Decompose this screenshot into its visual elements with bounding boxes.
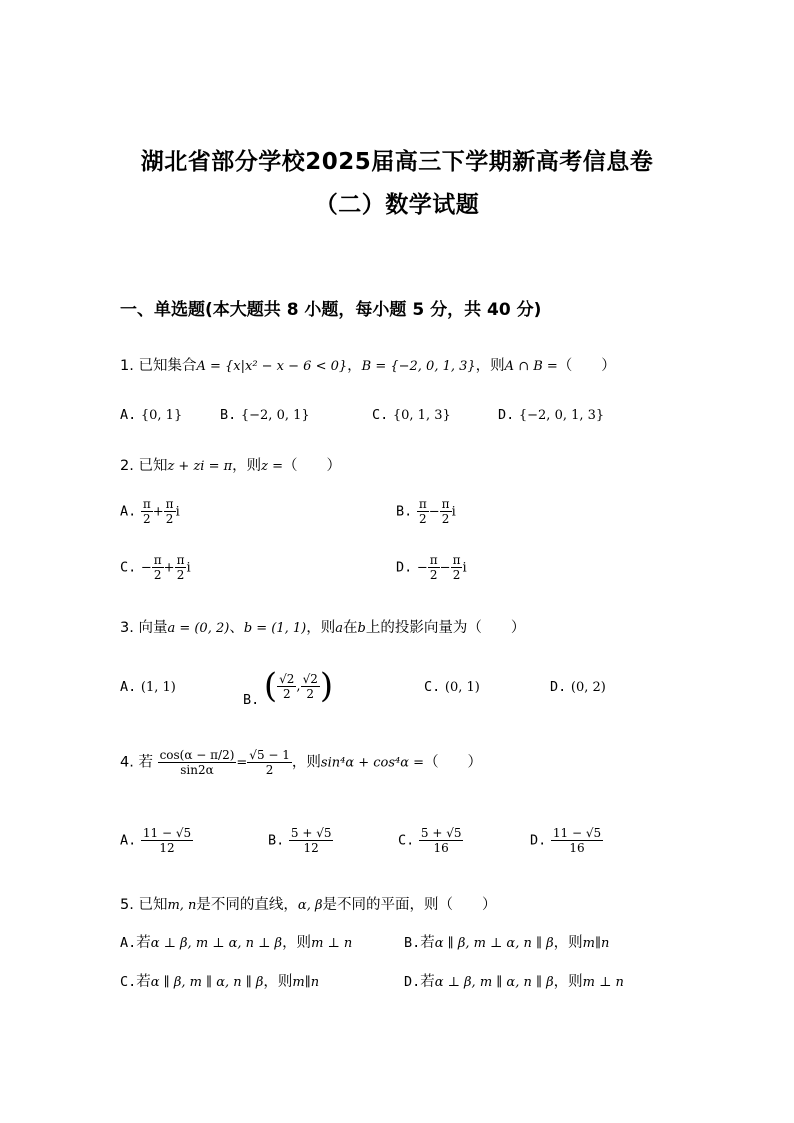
option-label: B. <box>220 407 237 423</box>
question-text: ，则 <box>291 754 321 771</box>
question-text: ，则 <box>475 358 505 374</box>
imaginary-unit: i <box>462 560 467 576</box>
fraction: $\frac{\pi}{2}$ <box>441 497 450 526</box>
option-b <box>220 407 310 423</box>
condition: α ⊥ β, m ⊥ α, n ⊥ β <box>150 936 283 951</box>
option-d <box>404 970 624 991</box>
fraction: $\frac{\pi}{2}$ <box>429 553 438 582</box>
punctuation: 、 <box>229 620 244 636</box>
imaginary-unit: i <box>451 504 456 520</box>
fraction-lhs: $\frac{\cos(\alpha - \pi/2)}{\sin 2\alpha}$ <box>159 748 235 777</box>
fraction: $\frac{\pi}{2}$ <box>418 497 427 526</box>
option-a <box>120 497 180 526</box>
question-2 <box>120 454 341 475</box>
option-label: A. <box>120 832 137 849</box>
option-d <box>396 553 467 582</box>
answer-blank: （ ） <box>557 358 616 374</box>
option-text: ，则 <box>282 935 312 951</box>
operator: − <box>439 560 451 576</box>
operator: − <box>416 560 428 576</box>
option-text: ，则 <box>553 935 583 951</box>
option-c <box>372 407 451 423</box>
question-number: 1. <box>120 358 134 374</box>
vector-b-ref: b <box>357 621 366 636</box>
question-text: ，则 <box>232 458 262 474</box>
option-b <box>243 666 333 708</box>
fraction: $\frac{\pi}{2}$ <box>176 553 185 582</box>
option-a <box>120 407 182 423</box>
imaginary-unit: i <box>175 504 180 520</box>
imaginary-unit: i <box>186 560 191 576</box>
math-expression: sin⁴α + cos⁴α = <box>320 755 425 771</box>
option-label: D. <box>396 559 413 576</box>
answer-blank: （ ） <box>283 458 342 474</box>
equals-sign: = <box>236 755 248 771</box>
question-text: ，则 <box>306 620 336 636</box>
option-b <box>268 826 333 855</box>
question-text: 已知 <box>138 897 168 913</box>
question-text: 上的投影向量为（ ） <box>365 620 526 636</box>
option-a <box>120 931 352 952</box>
option-value: {0, 1, 3} <box>392 408 451 423</box>
option-label: B. <box>396 503 413 520</box>
option-text: 若 <box>420 935 435 951</box>
result: m ⊥ n <box>582 975 624 990</box>
option-text: 若 <box>136 935 151 951</box>
option-text: ，则 <box>263 974 293 990</box>
operator: − <box>428 504 440 520</box>
option-d <box>550 679 606 695</box>
vector-b: b = (1, 1) <box>243 621 307 636</box>
question-text: 是不同的平面，则（ ） <box>322 897 497 913</box>
option-text: 若 <box>136 974 151 990</box>
option-label: A. <box>120 679 137 695</box>
question-number: 2. <box>120 458 134 474</box>
option-value: (0, 2) <box>570 680 606 695</box>
option-c <box>120 553 191 582</box>
question-1 <box>120 354 616 375</box>
option-text: ，则 <box>553 974 583 990</box>
option-label: C. <box>120 974 137 990</box>
result: m∥n <box>292 975 320 990</box>
question-text: 向量 <box>138 620 168 636</box>
option-label: C. <box>398 832 415 849</box>
fraction: $\frac{5 + √5}{12}$ <box>290 826 332 855</box>
option-label: C. <box>120 559 137 576</box>
fraction: $\frac{\pi}{2}$ <box>452 553 461 582</box>
option-label: A. <box>120 407 137 423</box>
question-4 <box>120 748 482 777</box>
vector-a: a = (0, 2) <box>167 621 230 636</box>
answer-blank: （ ） <box>424 754 483 771</box>
option-c <box>424 679 480 695</box>
fraction: $\frac{√2}{2}$ <box>279 671 295 701</box>
option-label: A. <box>120 503 137 520</box>
math-equation: z + zi = π <box>167 459 233 474</box>
condition: α ∥ β, m ∥ α, n ∥ β <box>150 975 264 990</box>
option-value: {0, 1} <box>140 408 183 423</box>
fraction: $\frac{\pi}{2}$ <box>142 497 151 526</box>
question-text: 已知集合 <box>138 358 197 374</box>
option-text: 若 <box>420 974 435 990</box>
right-paren: ) <box>319 666 334 706</box>
option-b <box>396 497 456 526</box>
vector-a-ref: a <box>335 621 344 636</box>
option-label: B. <box>268 832 285 849</box>
condition: α ∥ β, m ⊥ α, n ∥ β <box>434 936 554 951</box>
option-value: {−2, 0, 1} <box>240 408 310 423</box>
operator: − <box>140 560 152 576</box>
question-5 <box>120 893 496 914</box>
option-label: D. <box>498 407 515 423</box>
question-number: 5. <box>120 897 134 913</box>
option-label: D. <box>530 832 547 849</box>
question-3 <box>120 616 525 637</box>
question-number: 3. <box>120 620 134 636</box>
operator: + <box>152 504 164 520</box>
option-label: C. <box>424 679 441 695</box>
fraction: $\frac{\pi}{2}$ <box>165 497 174 526</box>
math-expression: z = <box>261 459 284 474</box>
fraction: $\frac{5 + √5}{16}$ <box>420 826 462 855</box>
option-label: A. <box>120 935 137 951</box>
section-heading: 一、单选题(本大题共 8 小题，每小题 5 分，共 40 分) <box>120 300 542 320</box>
left-paren: ( <box>263 666 278 706</box>
option-label: C. <box>372 407 389 423</box>
math-set-b: B = {−2, 0, 1, 3} <box>361 359 476 374</box>
question-text: 若 <box>138 754 153 771</box>
math-set-a: A = {x|x² − x − 6 < 0} <box>196 359 348 374</box>
page-title: 湖北省部分学校2025届高三下学期新高考信息卷 <box>140 149 654 175</box>
result: m ⊥ n <box>311 936 353 951</box>
option-label: B. <box>404 935 421 951</box>
option-value: (0, 1) <box>444 680 480 695</box>
option-d <box>530 826 603 855</box>
question-text: 已知 <box>138 458 168 474</box>
option-a <box>120 826 193 855</box>
option-c <box>120 970 319 991</box>
page-subtitle: （二）数学试题 <box>314 192 480 218</box>
option-label: D. <box>550 679 567 695</box>
operator: + <box>163 560 175 576</box>
option-d <box>498 407 604 423</box>
result: m∥n <box>582 936 610 951</box>
question-number: 4. <box>120 754 134 771</box>
question-text: 在 <box>343 620 358 636</box>
condition: α ⊥ β, m ∥ α, n ∥ β <box>434 975 554 990</box>
option-a <box>120 679 176 695</box>
punctuation: ， <box>347 358 362 374</box>
option-value: {−2, 0, 1, 3} <box>518 408 605 423</box>
math-planes: α, β <box>297 898 323 913</box>
fraction: $\frac{11 - √5}{12}$ <box>142 826 192 855</box>
option-c <box>398 826 463 855</box>
option-b <box>404 931 609 952</box>
option-label: B. <box>243 692 260 708</box>
math-expression: A ∩ B = <box>504 359 558 374</box>
question-text: 是不同的直线， <box>196 897 298 913</box>
math-lines: m, n <box>167 898 197 913</box>
punctuation: , <box>296 679 301 694</box>
fraction-rhs: $\frac{√5 - 1}{2}$ <box>249 748 290 777</box>
fraction: $\frac{√2}{2}$ <box>302 671 318 701</box>
fraction: $\frac{\pi}{2}$ <box>153 553 162 582</box>
option-label: D. <box>404 974 421 990</box>
option-value: (1, 1) <box>140 680 176 695</box>
fraction: $\frac{11 - √5}{16}$ <box>552 826 602 855</box>
